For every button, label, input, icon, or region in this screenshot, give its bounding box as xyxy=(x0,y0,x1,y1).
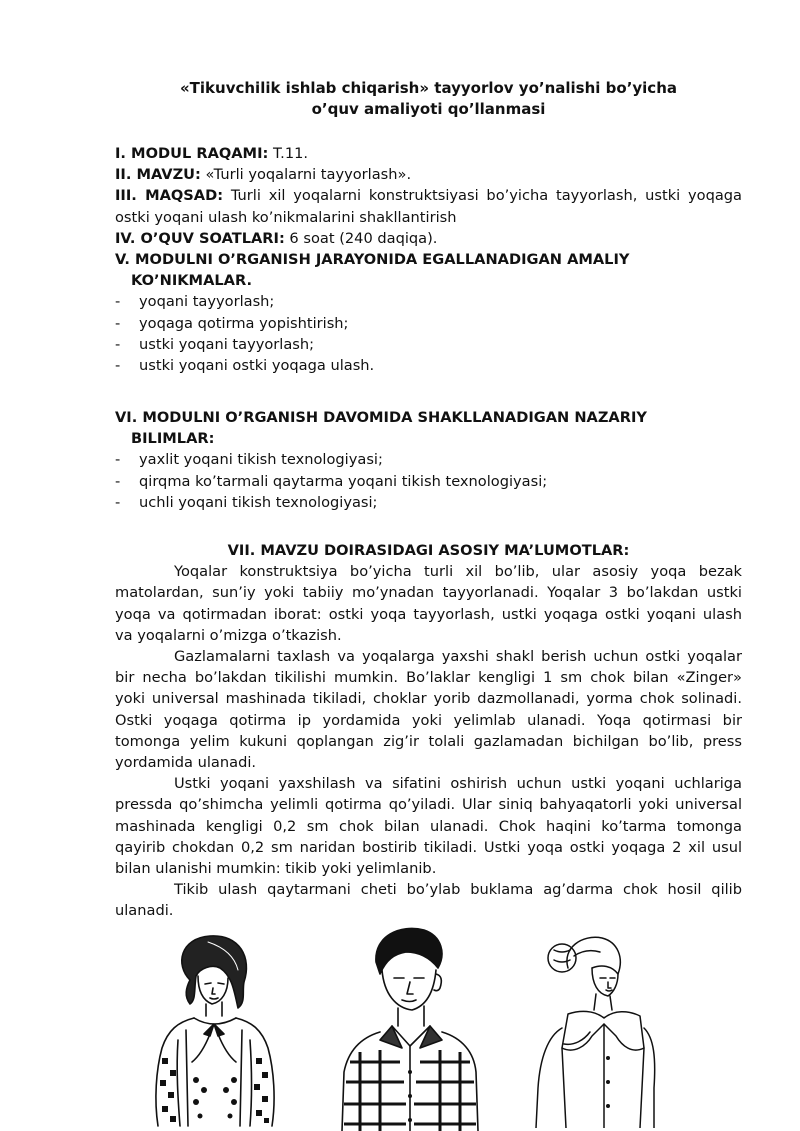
section-2-label: II. MAVZU: xyxy=(115,166,201,184)
section-4 xyxy=(115,228,742,249)
section-3-label: III. MAQSAD: xyxy=(115,187,224,205)
paragraph-line: mashinada kengligi 0,2 sm chok bilan ulanadi. Chok haqini ko’tarma tomonga xyxy=(115,817,742,835)
paragraph-line: yordamida ulanadi. xyxy=(115,754,257,772)
section-7 xyxy=(115,540,742,915)
title-line-1: «Tikuvchilik ishlab chiqarish» tayyorlov yo’nalishi bo’yicha xyxy=(179,79,677,97)
paragraph-2 xyxy=(115,646,742,773)
paragraph-line: pressda qo’shimcha yelimli qotirma qo’yiladi. Ular siniq bahyaqatorli yoki universal xyxy=(115,796,742,814)
section-3 xyxy=(115,185,742,206)
illustrations-row xyxy=(140,922,760,1131)
paragraph-line: matolardan, sun’iy yoki tabiiy mo’ynadan tayyorlanadi. Yoqalar 3 bo’lakdan ustki xyxy=(115,584,742,602)
section-6-heading-line-1: VI. MODULNI O’RGANISH DAVOMIDA SHAKLLANADIGAN NAZARIY xyxy=(115,409,647,426)
paragraph-3 xyxy=(115,773,742,879)
list-item: - ustki yoqani tayyorlash; xyxy=(115,334,742,355)
woman-collar-illustration xyxy=(528,928,658,1128)
paragraph-line: tomonga yelim kukuni qoplangan zig’ir tolali gazlamadan bichilgan bo’lib, press xyxy=(115,732,742,750)
paragraph-line: yoqa va qotirmadan iborat: ostki yoqa tayyorlash, ustki yoqaga ostki yoqani ulash xyxy=(115,605,742,623)
paragraph-line: bilan ulanishi mumkin: tikib yoki yelimlanib. xyxy=(115,860,437,878)
paragraph-1 xyxy=(115,561,742,646)
section-1 xyxy=(115,143,742,164)
paragraph-line: Gazlamalarni taxlash va yoqalarga yaxshi shakl berish uchun ostki yoqalar xyxy=(174,648,742,666)
paragraph-line: qayirib chokdan 0,2 sm naridan bostirib tikiladi. Ustki yoqa ostki yoqaga 2 xil usul xyxy=(115,838,742,856)
list-item: - yoqaga qotirma yopishtirish; xyxy=(115,313,742,334)
list-item: - yaxlit yoqani tikish texnologiyasi; xyxy=(115,449,742,470)
paragraph-line: Ustki yoqani yaxshilash va sifatini oshirish uchun ustki yoqani uchlariga xyxy=(174,775,742,793)
paragraph-4 xyxy=(115,879,742,915)
section-2-value: «Turli yoqalarni tayyorlash». xyxy=(200,166,412,184)
section-3-value-line-2: ostki yoqani ulash ko’nikmalarini shakllantirish xyxy=(115,208,457,226)
section-6 xyxy=(115,407,742,513)
section-5-heading-line-1: V. MODULNI O’RGANISH JARAYONIDA EGALLANADIGAN AMALIY xyxy=(115,251,630,269)
paragraph-line: Ostki yoqaga qotirma ip yordamida yoki yelimlab ulanadi. Yoqa qotirmasi bir xyxy=(115,711,742,729)
list-item: - uchli yoqani tikish texnologiyasi; xyxy=(115,492,742,513)
woman-blouse-illustration xyxy=(150,930,280,1130)
section-1-label: I. MODUL RAQAMI: xyxy=(115,145,269,162)
paragraph-line: Yoqalar konstruktsiya bo’yicha turli xil bo’lib, ular asosiy yoqa bezak xyxy=(174,563,742,581)
section-5-heading-line-2: KO’NIKMALAR. xyxy=(131,272,253,290)
paragraph-line: ulanadi. xyxy=(115,902,174,916)
section-6-heading-line-2: BILIMLAR: xyxy=(131,430,215,448)
section-4-value: 6 soat (240 daqiqa). xyxy=(284,229,438,247)
paragraph-line: va yoqalarni o’mizga o’tkazish. xyxy=(115,626,342,644)
section-2 xyxy=(115,164,742,185)
paragraph-line: yoki universal mashinada tikiladi, choklar yorib dazmollanadi, yorma chok solinadi. xyxy=(115,690,742,708)
document-title xyxy=(115,78,742,120)
list-item: - ustki yoqani ostki yoqaga ulash. xyxy=(115,355,742,376)
man-shirt-illustration xyxy=(340,922,480,1131)
section-1-value: T.11. xyxy=(268,145,309,162)
section-3-value-line-1: Turli xil yoqalarni konstruktsiyasi bo’yicha tayyorlash, ustki yoqaga xyxy=(223,187,742,205)
title-line-2: o’quv amaliyoti qo’llanmasi xyxy=(311,100,546,118)
list-item: - yoqani tayyorlash; xyxy=(115,291,742,312)
paragraph-line: Tikib ulash qaytarmani cheti bo’ylab buklama ag’darma chok hosil qilib xyxy=(174,881,742,899)
section-7-heading: VII. MAVZU DOIRASIDAGI ASOSIY MA’LUMOTLAR: xyxy=(227,542,630,559)
list-item: - qirqma ko’tarmali qaytarma yoqani tikish texnologiyasi; xyxy=(115,471,742,492)
section-4-label: IV. O’QUV SOATLARI: xyxy=(115,229,285,247)
section-list xyxy=(115,143,742,376)
paragraph-line: bir necha bo’lakdan tikilishi mumkin. Bo’laklar kengligi 1 sm chok bilan «Zinger» xyxy=(115,669,742,687)
